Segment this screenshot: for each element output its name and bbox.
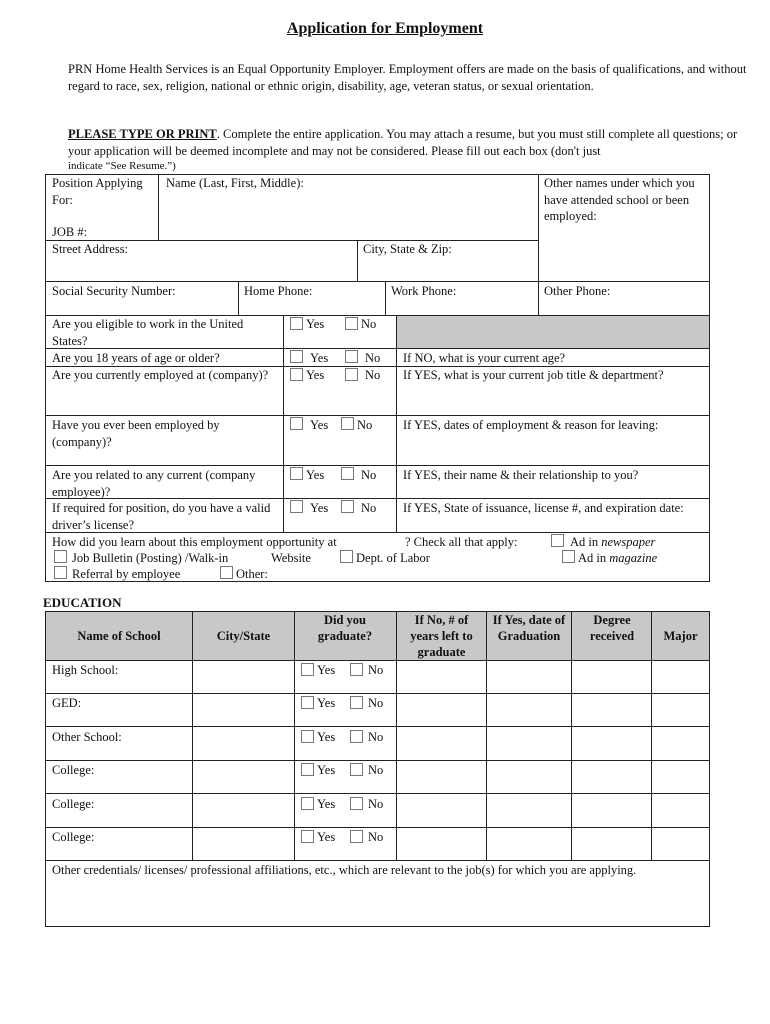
ad-newspaper-label: Ad in newspaper — [570, 535, 656, 549]
related-yes-label: Yes — [306, 468, 325, 482]
graduate-no-checkbox[interactable] — [350, 830, 363, 843]
school-row-label: College: — [52, 797, 95, 811]
col-did-you-graduate: Did you graduate? — [317, 613, 373, 643]
other-phone-label: Other Phone: — [544, 284, 611, 298]
position-label: Position Applying For: — [52, 176, 143, 207]
graduate-yes-label: Yes — [317, 797, 336, 811]
eligible-no-checkbox[interactable] — [345, 317, 358, 330]
graduate-no-label: No — [368, 797, 384, 811]
referral-label: Referral by employee — [72, 567, 181, 581]
prior-employment-question: Have you ever been employed by (company)? — [52, 418, 220, 449]
prior-followup: If YES, dates of employment & reason for leaving: — [403, 418, 659, 432]
graduate-yes-checkbox[interactable] — [301, 730, 314, 743]
graduate-no-checkbox[interactable] — [350, 730, 363, 743]
instructions-last-line: indicate “See Resume.”) — [68, 160, 176, 172]
home-phone-label: Home Phone: — [244, 284, 313, 298]
instructions-emphasis: PLEASE TYPE OR PRINT — [68, 127, 217, 141]
graduate-yes-checkbox[interactable] — [301, 830, 314, 843]
other-source-checkbox[interactable] — [220, 566, 233, 579]
prior-yes-label: Yes — [310, 418, 329, 432]
graduate-yes-label: Yes — [317, 830, 336, 844]
license-no-checkbox[interactable] — [341, 500, 354, 513]
related-question: Are you related to any current (company employee)? — [52, 468, 256, 499]
col-date-of-graduation: If Yes, date of Graduation — [492, 613, 566, 643]
age18-yes-label: Yes — [310, 351, 329, 365]
graduate-yes-checkbox[interactable] — [301, 663, 314, 676]
related-yes-checkbox[interactable] — [290, 467, 303, 480]
graduate-yes-label: Yes — [317, 663, 336, 677]
eeo-statement: PRN Home Health Services is an Equal Opportunity Employer. Employment offers are made on the basis of qualifications, and without regard to race, sex, religion, national or ethnic origin, disability, age, veteran status, or sexual orientation. — [68, 62, 747, 93]
col-degree-received: Degree received — [589, 613, 635, 643]
instructions — [68, 126, 750, 159]
source-question-check-all: ? Check all that apply: — [405, 535, 518, 549]
license-question: If required for position, do you have a valid driver’s license? — [52, 501, 271, 532]
employed-followup: If YES, what is your current job title & department? — [403, 368, 664, 382]
related-no-checkbox[interactable] — [341, 467, 354, 480]
education-heading: EDUCATION — [43, 595, 122, 610]
name-label: Name (Last, First, Middle): — [166, 176, 304, 190]
ssn-label: Social Security Number: — [52, 284, 176, 298]
graduate-no-label: No — [368, 830, 384, 844]
employed-question: Are you currently employed at (company)? — [52, 368, 269, 382]
page-title: Application for Employment — [286, 20, 484, 37]
col-city-state: City/State — [216, 629, 271, 643]
work-phone-label: Work Phone: — [391, 284, 457, 298]
age18-yes-checkbox[interactable] — [290, 350, 303, 363]
license-yes-checkbox[interactable] — [290, 500, 303, 513]
related-followup: If YES, their name & their relationship to you? — [403, 468, 639, 482]
other-source-label: Other: — [236, 567, 268, 581]
other-credentials-label: Other credentials/ licenses/ professional affiliations, etc., which are relevant to the job(s) for which you are applying. — [52, 863, 637, 877]
school-row-label: Other School: — [52, 730, 122, 744]
school-row-label: College: — [52, 763, 95, 777]
graduate-no-label: No — [368, 763, 384, 777]
website-label: Website — [271, 551, 311, 565]
related-no-label: No — [361, 468, 377, 482]
col-major: Major — [663, 629, 698, 643]
school-row-label: GED: — [52, 696, 82, 710]
graduate-no-checkbox[interactable] — [350, 797, 363, 810]
employed-no-checkbox[interactable] — [345, 368, 358, 381]
eligible-yes-checkbox[interactable] — [290, 317, 303, 330]
graduate-no-checkbox[interactable] — [350, 663, 363, 676]
age18-no-label: No — [365, 351, 381, 365]
prior-no-label: No — [357, 418, 373, 432]
graduate-yes-checkbox[interactable] — [301, 797, 314, 810]
col-name-of-school: Name of School — [77, 629, 161, 643]
graduate-no-checkbox[interactable] — [350, 763, 363, 776]
eligible-question: Are you eligible to work in the United States? — [52, 317, 244, 348]
job-bulletin-checkbox[interactable] — [54, 550, 67, 563]
graduate-no-label: No — [368, 730, 384, 744]
col-years-left: If No, # of years left to graduate — [410, 613, 473, 659]
employed-yes-checkbox[interactable] — [290, 368, 303, 381]
age-followup: If NO, what is your current age? — [403, 351, 566, 365]
prior-yes-checkbox[interactable] — [290, 417, 303, 430]
dept-labor-checkbox[interactable] — [340, 550, 353, 563]
instructions-text: . Complete the entire application. You may attach a resume, but you must still complete all questions; or your application will be deemed incomplete and may not be considered. Please fill out each box (don't just — [68, 127, 738, 158]
graduate-yes-label: Yes — [317, 763, 336, 777]
age18-question: Are you 18 years of age or older? — [52, 351, 220, 365]
school-row-label: College: — [52, 830, 95, 844]
school-row-label: High School: — [52, 663, 119, 677]
license-no-label: No — [361, 501, 377, 515]
ad-magazine-checkbox[interactable] — [562, 550, 575, 563]
graduate-yes-label: Yes — [317, 696, 336, 710]
age18-no-checkbox[interactable] — [345, 350, 358, 363]
dept-labor-label: Dept. of Labor — [356, 551, 430, 565]
job-bulletin-label: Job Bulletin (Posting) /Walk-in — [72, 551, 229, 565]
source-question: How did you learn about this employment opportunity at — [52, 535, 337, 549]
graduate-yes-checkbox[interactable] — [301, 696, 314, 709]
graduate-yes-label: Yes — [317, 730, 336, 744]
license-followup: If YES, State of issuance, license #, and expiration date: — [403, 501, 684, 515]
prior-no-checkbox[interactable] — [341, 417, 354, 430]
employed-yes-label: Yes — [306, 368, 325, 382]
ad-newspaper-checkbox[interactable] — [551, 534, 564, 547]
job-number-label: JOB #: — [52, 225, 88, 239]
street-address-label: Street Address: — [52, 242, 129, 256]
graduate-no-checkbox[interactable] — [350, 696, 363, 709]
other-names-label: Other names under which you have attended school or been employed: — [544, 176, 695, 223]
city-state-zip-label: City, State & Zip: — [363, 242, 452, 256]
license-yes-label: Yes — [310, 501, 329, 515]
employed-no-label: No — [365, 368, 381, 382]
eligible-yes-label: Yes — [306, 317, 325, 331]
graduate-no-label: No — [368, 663, 384, 677]
referral-checkbox[interactable] — [54, 566, 67, 579]
eligible-no-label: No — [361, 317, 377, 331]
ad-magazine-label: Ad in magazine — [578, 551, 658, 565]
graduate-yes-checkbox[interactable] — [301, 763, 314, 776]
graduate-no-label: No — [368, 696, 384, 710]
